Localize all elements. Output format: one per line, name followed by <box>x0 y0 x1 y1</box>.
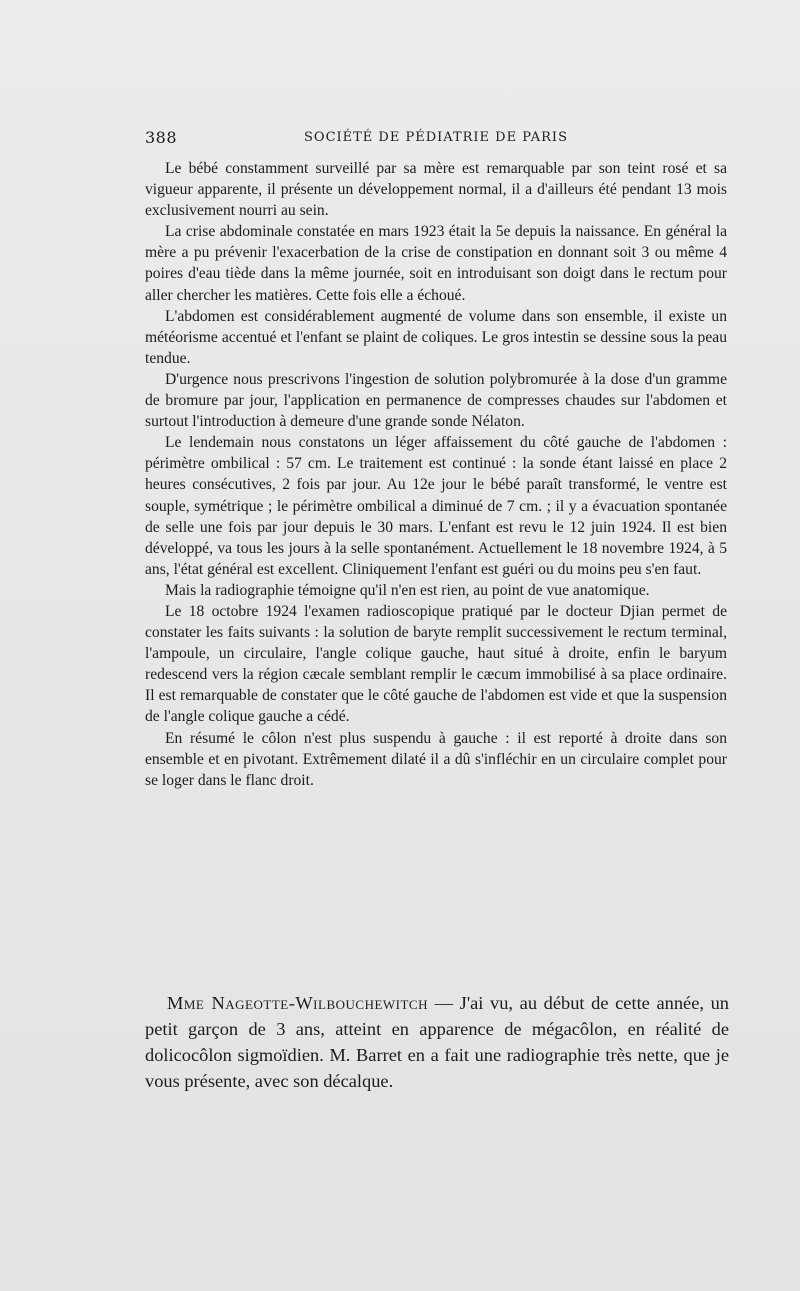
paragraph: Le bébé constamment surveillé par sa mère est remarquable par son teint rosé et sa vigueur apparente, il présente un développement normal, il a d'ailleurs été pendant 13 mois exclusivement nourri au sein. <box>145 160 727 220</box>
paragraph: L'abdomen est considérablement augmenté de volume dans son ensemble, il existe un météorisme accentué et l'enfant se plaint de coliques. Le gros intestin se dessine sous la peau tendue. <box>145 307 727 367</box>
body-text <box>145 158 727 791</box>
discussion-text: — J'ai vu, au début de cette année, un petit garçon de 3 ans, atteint en apparence de mégacôlon, en réalité de dolicocôlon sigmoïdien. M. Barret en a fait une radiographie très nette, que je vous présente, avec son décalque. <box>145 993 729 1091</box>
running-title: SOCIÉTÉ DE PÉDIATRIE DE PARIS <box>304 130 568 145</box>
discussion-block <box>145 990 729 1094</box>
paragraph: Le lendemain nous constatons un léger affaissement du côté gauche de l'abdomen : périmètre ombilical : 57 cm. Le traitement est continué : la sonde étant laissé en place 2 heures consécutives, 2 fois par jour. Au 12e jour le bébé paraît transformé, le ventre est souple, symétrique ; le périmètre ombilical a diminué de 7 cm. ; il y a évacuation spontanée de selle une fois par jour depuis le 30 mars. L'enfant est revu le 12 juin 1924. Il est bien développé, va tous les jours à la selle spontanément. Actuellement le 18 novembre 1924, à 5 ans, l'état général est excellent. Cliniquement l'enfant est guéri ou du moins peu s'en faut. <box>145 434 727 578</box>
paragraph: En résumé le côlon n'est plus suspendu à gauche : il est reporté à droite dans son ensemble et en pivotant. Extrêmement dilaté il a dû s'infléchir en un circulaire complet pour se loger dans le flanc droit. <box>145 729 727 789</box>
paragraph: Le 18 octobre 1924 l'examen radioscopique pratiqué par le docteur Djian permet de constater les faits suivants : la solution de baryte remplit successivement le rectum terminal, l'ampoule, un circulaire, l'angle colique gauche, haut situé à droite, enfin le baryum redescend vers la région cæcale semblant remplir le cæcum immobilisé à sa place ordinaire. Il est remarquable de constater que le côté gauche de l'abdomen est vide et que la suspension de l'angle colique gauche a cédé. <box>145 602 727 726</box>
page-header <box>145 128 727 150</box>
paragraph: La crise abdominale constatée en mars 1923 était la 5e depuis la naissance. En général la mère a pu prévenir l'exacerbation de la crise de constipation en donnant soit 3 ou même 4 poires d'eau tiède dans la même journée, soit en introduisant son doigt dans le rectum pour aller chercher les matières. Cette fois elle a échoué. <box>145 223 727 304</box>
paragraph: Mais la radiographie témoigne qu'il n'en est rien, au point de vue anatomique. <box>165 581 650 599</box>
page-number: 388 <box>145 128 178 147</box>
discussion-paragraph <box>145 990 729 1094</box>
speaker-name: Mme Nageotte-Wilbouchewitch <box>167 993 428 1013</box>
paragraph: D'urgence nous prescrivons l'ingestion de solution polybromurée à la dose d'un gramme de bromure par jour, l'application en permanence de compresses chaudes sur l'abdomen et surtout l'introduction à demeure d'une grande sonde Nélaton. <box>145 370 727 431</box>
